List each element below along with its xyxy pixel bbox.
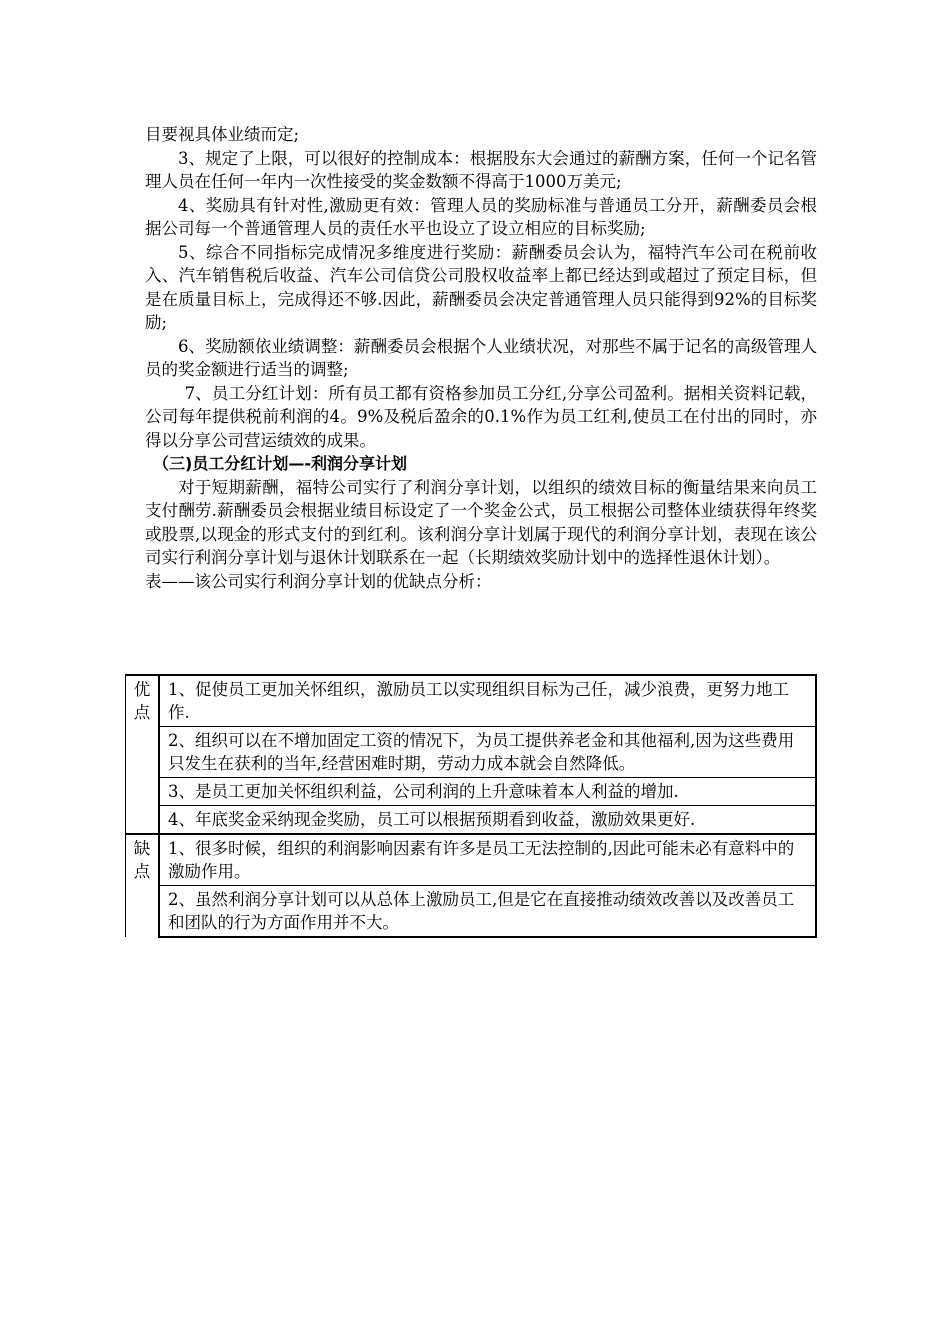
advantage-item: 4、年底奖金采纳现金奖励，员工可以根据预期看到收益，激励效果更好. bbox=[159, 806, 816, 835]
section-heading: （三)员工分红计划—-利润分享计划 bbox=[153, 454, 407, 473]
paragraph-item-3: 3、规定了上限，可以很好的控制成本：根据股东大会通过的薪酬方案，任何一个记名管理人员在任何一年内一次性接受的奖金数额不得高于1000万美元; bbox=[145, 148, 817, 191]
paragraph-item-7: 7、员工分红计划：所有员工都有资格参加员工分红,分享公司盈利。据相关资料记载，公司每年提供税前利润的4。9%及税后盈余的0.1%作为员工红利,使员工在付出的同时，亦得以分享公司营运绩效的成果。 bbox=[145, 383, 817, 450]
pros-cons-table bbox=[125, 674, 817, 938]
table-row bbox=[126, 834, 817, 886]
advantage-item: 2、组织可以在不增加固定工资的情况下，为员工提供养老金和其他福利,因为这些费用只发生在获利的当年,经营困难时期，劳动力成本就会自然降低。 bbox=[159, 727, 816, 778]
paragraph-continuation: 目要视具体业绩而定; bbox=[145, 125, 300, 144]
paragraph-item-6: 6、奖励额依业绩调整：薪酬委员会根据个人业绩状况，对那些不属于记名的高级管理人员的奖金额进行适当的调整; bbox=[145, 336, 817, 379]
paragraph-item-5: 5、综合不同指标完成情况多维度进行奖励：薪酬委员会认为，福特汽车公司在税前收入、汽车销售税后收益、汽车公司信贷公司股权收益率上都已经达到或超过了预定目标，但是在质量目标上，完成得还不够.因此，薪酬委员会决定普通管理人员只能得到92%的目标奖励; bbox=[145, 242, 817, 332]
table-row bbox=[126, 675, 817, 727]
paragraph-item-4: 4、奖励具有针对性,激励更有效：管理人员的奖励标准与普通员工分开，薪酬委员会根据公司每一个普通管理人员的责任水平也设立了设立相应的目标奖励; bbox=[145, 195, 817, 238]
disadvantage-item: 2、虽然利润分享计划可以从总体上激励员工,但是它在直接推动绩效改善以及改善员工和团队的行为方面作用并不大。 bbox=[159, 886, 816, 938]
table-caption: 表——该公司实行利润分享计划的优缺点分析： bbox=[145, 571, 492, 591]
disadvantage-item: 1、很多时候，组织的利润影响因素有许多是员工无法控制的,因此可能未必有意料中的激励作用。 bbox=[159, 834, 816, 886]
disadvantages-label: 缺 点 bbox=[126, 834, 160, 937]
table-row bbox=[126, 727, 817, 778]
advantage-item: 1、促使员工更加关怀组织，激励员工以实现组织目标为己任，减少浪费，更努力地工作. bbox=[159, 675, 816, 727]
table-row bbox=[126, 806, 817, 835]
table-row bbox=[126, 778, 817, 806]
advantage-item: 3、是员工更加关怀组织利益，公司利润的上升意味着本人利益的增加. bbox=[159, 778, 816, 806]
table-row bbox=[126, 886, 817, 938]
section-paragraph: 对于短期薪酬，福特公司实行了利润分享计划，以组织的绩效目标的衡量结果来向员工支付酬劳.薪酬委员会根据业绩目标设定了一个奖金公式，员工根据公司整体业绩获得年终奖或股票,以现金的形式支付的到红利。该利润分享计划属于现代的利润分享计划，表现在该公司实行利润分享计划与退休计划联系在一起（长期绩效奖励计划中的选择性退休计划）。 bbox=[145, 477, 817, 567]
document-body bbox=[145, 123, 817, 593]
advantages-label: 优 点 bbox=[126, 675, 160, 834]
